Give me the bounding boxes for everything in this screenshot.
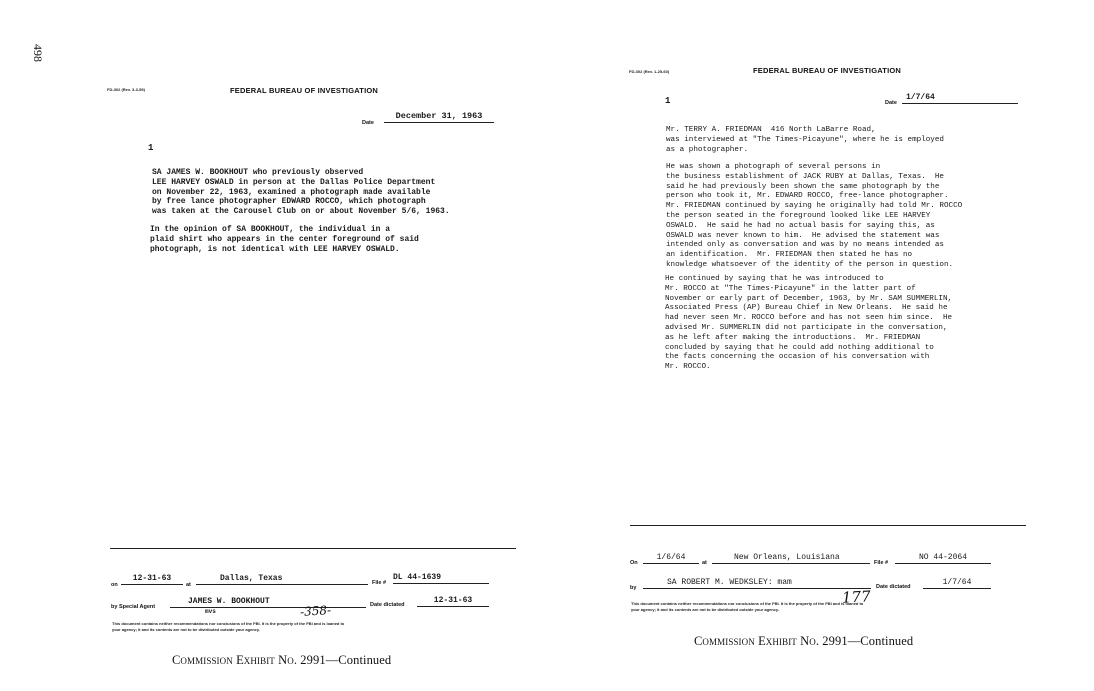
left-form-code: FD-302 (Rev. 3-3-59): [107, 87, 145, 92]
left-handwritten-number: -358-: [299, 602, 332, 620]
right-paragraph-1: Mr. TERRY A. FRIEDMAN 416 North LaBarre Road, was interviewed at "The Times-Picayune", where he is employed as a photographer.: [666, 126, 944, 154]
right-dictated-label: Date dictated: [876, 584, 911, 590]
right-agency-header: FEDERAL BUREAU OF INVESTIGATION: [753, 66, 902, 75]
page-number: 498: [31, 44, 45, 62]
left-by-label: by Special Agent: [111, 604, 156, 610]
right-caption: [694, 634, 913, 649]
right-page-marker: 1: [665, 96, 671, 106]
left-at-value: Dallas, Texas: [196, 574, 368, 585]
right-disclaimer-1: This document contains neither recommendations nor conclusions of the FBI. It is the property of the FBI and is loaned to: [631, 601, 864, 606]
left-paragraph-1: SA JAMES W. BOOKHOUT who previously observed LEE HARVEY OSWALD in person at the Dallas Police Department on November 22, 1963, examined a photograph made available by free lance photographer EDWARD ROCCO, which photograph was taken at the Carousel Club on or about November 5/6, 1963.: [152, 168, 450, 217]
right-file-value: NO 44-2064: [895, 553, 991, 564]
left-initials: mvs: [205, 608, 216, 615]
left-on-label: on: [111, 582, 118, 588]
left-page-marker: 1: [148, 143, 154, 153]
left-at-label: at: [186, 582, 191, 588]
left-date-label: Date: [362, 120, 374, 126]
left-paragraph-2: In the opinion of SA BOOKHOUT, the individual in a plaid shirt who appears in the center foreground of said photograph, is not identical with LEE HARVEY OSWALD.: [150, 225, 419, 254]
left-disclaimer-1: This document contains neither recommendations nor conclusions of the FBI. It is the property of the FBI and is loaned to: [112, 621, 345, 626]
left-on-value: 12-31-63: [121, 574, 183, 585]
right-handwritten-number: 177: [841, 587, 872, 607]
right-footer-rule: [630, 525, 1026, 526]
right-on-label: On: [630, 560, 638, 566]
left-dictated-label: Date dictated: [370, 602, 405, 608]
left-file-label: File #: [372, 580, 387, 586]
left-footer-rule: [110, 548, 516, 549]
right-dictated-value: 1/7/64: [923, 578, 991, 589]
right-paragraph-2: He was shown a photograph of several persons in the business establishment of JACK RUBY at Dallas, Texas. He said he had previously been shown the same photograph by the person who took it, Mr. EDWARD ROCCO, free-lance photographer. Mr. FRIEDMAN continued by saying he originally had told Mr. ROCCO the person seated in the foreground looked like LEE HARVEY OSWALD. He said he had no actual basis for saying this, as OSWALD was never known to him. He advised the statement was intended only as conversation and was by no means intended as an identification. Mr. FRIEDMAN then stated he has no knowledge whatsoever of the identity of the person in question.: [666, 163, 963, 269]
right-file-label: File #: [874, 560, 889, 566]
left-disclaimer-2: your agency; it and its contents are not to be distributed outside your agency.: [112, 627, 260, 632]
left-caption: [172, 653, 391, 668]
right-disclaimer-2: your agency; it and its contents are not to be distributed outside your agency.: [631, 607, 779, 612]
left-dictated-value: 12-31-63: [417, 596, 489, 607]
right-paragraph-3: He continued by saying that he was introduced to Mr. ROCCO at "The Times-Picayune" in the latter part of November or early part of December, 1963, by Mr. SAM SUMMERLIN, Associated Press (AP) Bureau Chief in New Orleans. He said he had never seen Mr. ROCCO before and has not seen him since. He advised Mr. SUMMERLIN did not participate in the conversation, as he left after making the introductions. Mr. FRIEDMAN concluded by saying that he could add nothing additional to the facts concerning the occasion of his conversation with Mr. ROCCO.: [665, 275, 953, 372]
right-on-value: 1/6/64: [643, 553, 699, 564]
left-by-value: JAMES W. BOOKHOUT: [170, 597, 366, 608]
left-date-value: December 31, 1963: [384, 112, 494, 123]
right-date-value: 1/7/64: [902, 93, 1018, 104]
right-form-code: FD-302 (Rev. 1-25-60): [629, 69, 670, 74]
right-by-label: by: [630, 585, 637, 591]
right-at-label: at: [702, 560, 707, 566]
right-by-value: SA ROBERT M. WEDKSLEY: mam: [643, 578, 871, 589]
right-caption-main: Commission Exhibit No. 2991: [694, 634, 848, 648]
right-caption-suffix: —Continued: [847, 634, 914, 648]
left-agency-header: FEDERAL BUREAU OF INVESTIGATION: [230, 86, 379, 95]
right-date-label: Date: [885, 100, 897, 106]
left-caption-suffix: —Continued: [325, 653, 392, 667]
right-at-value: New Orleans, Louisiana: [712, 553, 870, 564]
left-caption-main: Commission Exhibit No. 2991: [172, 653, 326, 667]
left-file-value: DL 44-1639: [393, 573, 489, 584]
